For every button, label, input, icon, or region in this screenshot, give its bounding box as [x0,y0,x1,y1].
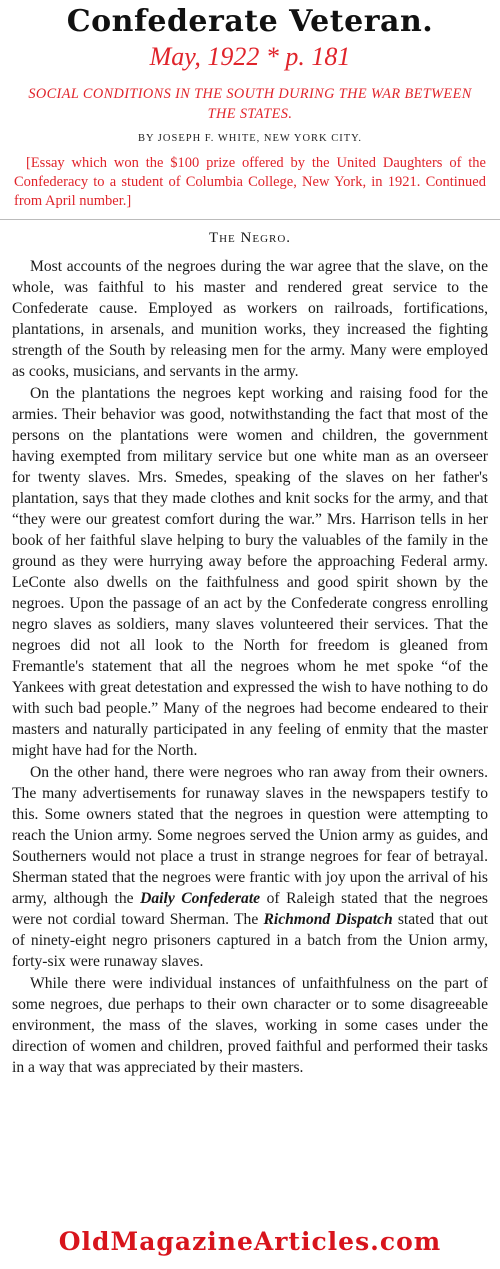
paragraph-text: of Raleigh stated that the negroes were not cordial toward Sherman. The [12,890,488,928]
masthead-title: Confederate Veteran. [66,4,434,39]
editor-note: [Essay which won the $100 prize offered by the United Daughters of the Confederacy to a student of Columbia College, New York, in 1921. Continued from April number.] [14,155,486,209]
section-heading: The Negro. [208,230,292,246]
site-watermark[interactable]: OldMagazineArticles.com [58,1227,442,1256]
newspaper-title: Richmond Dispatch [263,911,393,928]
newspaper-title: Daily Confederate [140,890,261,907]
paragraph: Most accounts of the negroes during the war agree that the slave, on the whole, was faithful to his master and rendered great service to the Confederate cause. Employed as workers on railroads, fortifications, plantations, in arsenals, and munition works, they increased the fighting strength of the South by releasing men for the army. Many were employed as cooks, musicians, and servants in the army. [12,258,488,380]
divider [0,219,500,220]
paragraph: While there were individual instances of unfaithfulness on the part of some negroes, due perhaps to their own character or to some disagreeable environment, the mass of the slaves, working in some cases under the direction of women and children, proved faithful and performed their tasks in a way that was appreciated by their masters. [12,975,488,1076]
issue-date-page: May, 1922 * p. 181 [149,42,351,71]
paragraph [12,762,488,972]
article-body [12,256,488,1078]
byline: BY JOSEPH F. WHITE, NEW YORK CITY. [137,133,362,144]
paragraph: On the plantations the negroes kept working and raising food for the armies. Their behavior was good, notwithstanding the fact that most of the persons on the plantations were women and children, the government having exempted from military service but one white man as an overseer for twenty slaves. Mrs. Smedes, speaking of the slaves on her father's plantation, says that they made clothes and knit socks for the army, and that “they were our greatest comfort during the war.” Mrs. Harrison tells in her book of her faithful slave helping to bury the valuables of the family in the ground as they were hurrying away before the approaching Federal army. LeConte also dwells on the faithfulness and good spirit shown by the negroes. Upon the passage of an act by the Confederate congress enrolling negro slaves as soldiers, many slaves volunteered their services. That the negroes did not all look to the North for freedom is gleaned from Fremantle's statement that all the negroes whom he met spoke “of the Yankees with great detestation and expressed the wish to have nothing to do with such bad people.” Many of the negroes had become endeared to their masters and naturally participated in any feeling of enmity that the master might have had for the North. [12,385,488,759]
article-title: SOCIAL CONDITIONS IN THE SOUTH DURING THE WAR BETWEEN THE STATES. [28,86,472,122]
paragraph-text: On the other hand, there were negroes who ran away from their owners. The many advertisements for runaway slaves in the newspapers testify to this. Some owners stated that the negroes in question were attempting to reach the Union army. Some negroes served the Union army as guides, and Southerners would not place a trust in strange negroes for fear of betrayal. Sherman stated that the negroes were frantic with joy upon the arrival of his army, although the [12,764,488,907]
paragraph-text: stated that out of ninety-eight negro prisoners captured in a batch from the Union army, forty-six were runaway slaves. [12,911,488,970]
